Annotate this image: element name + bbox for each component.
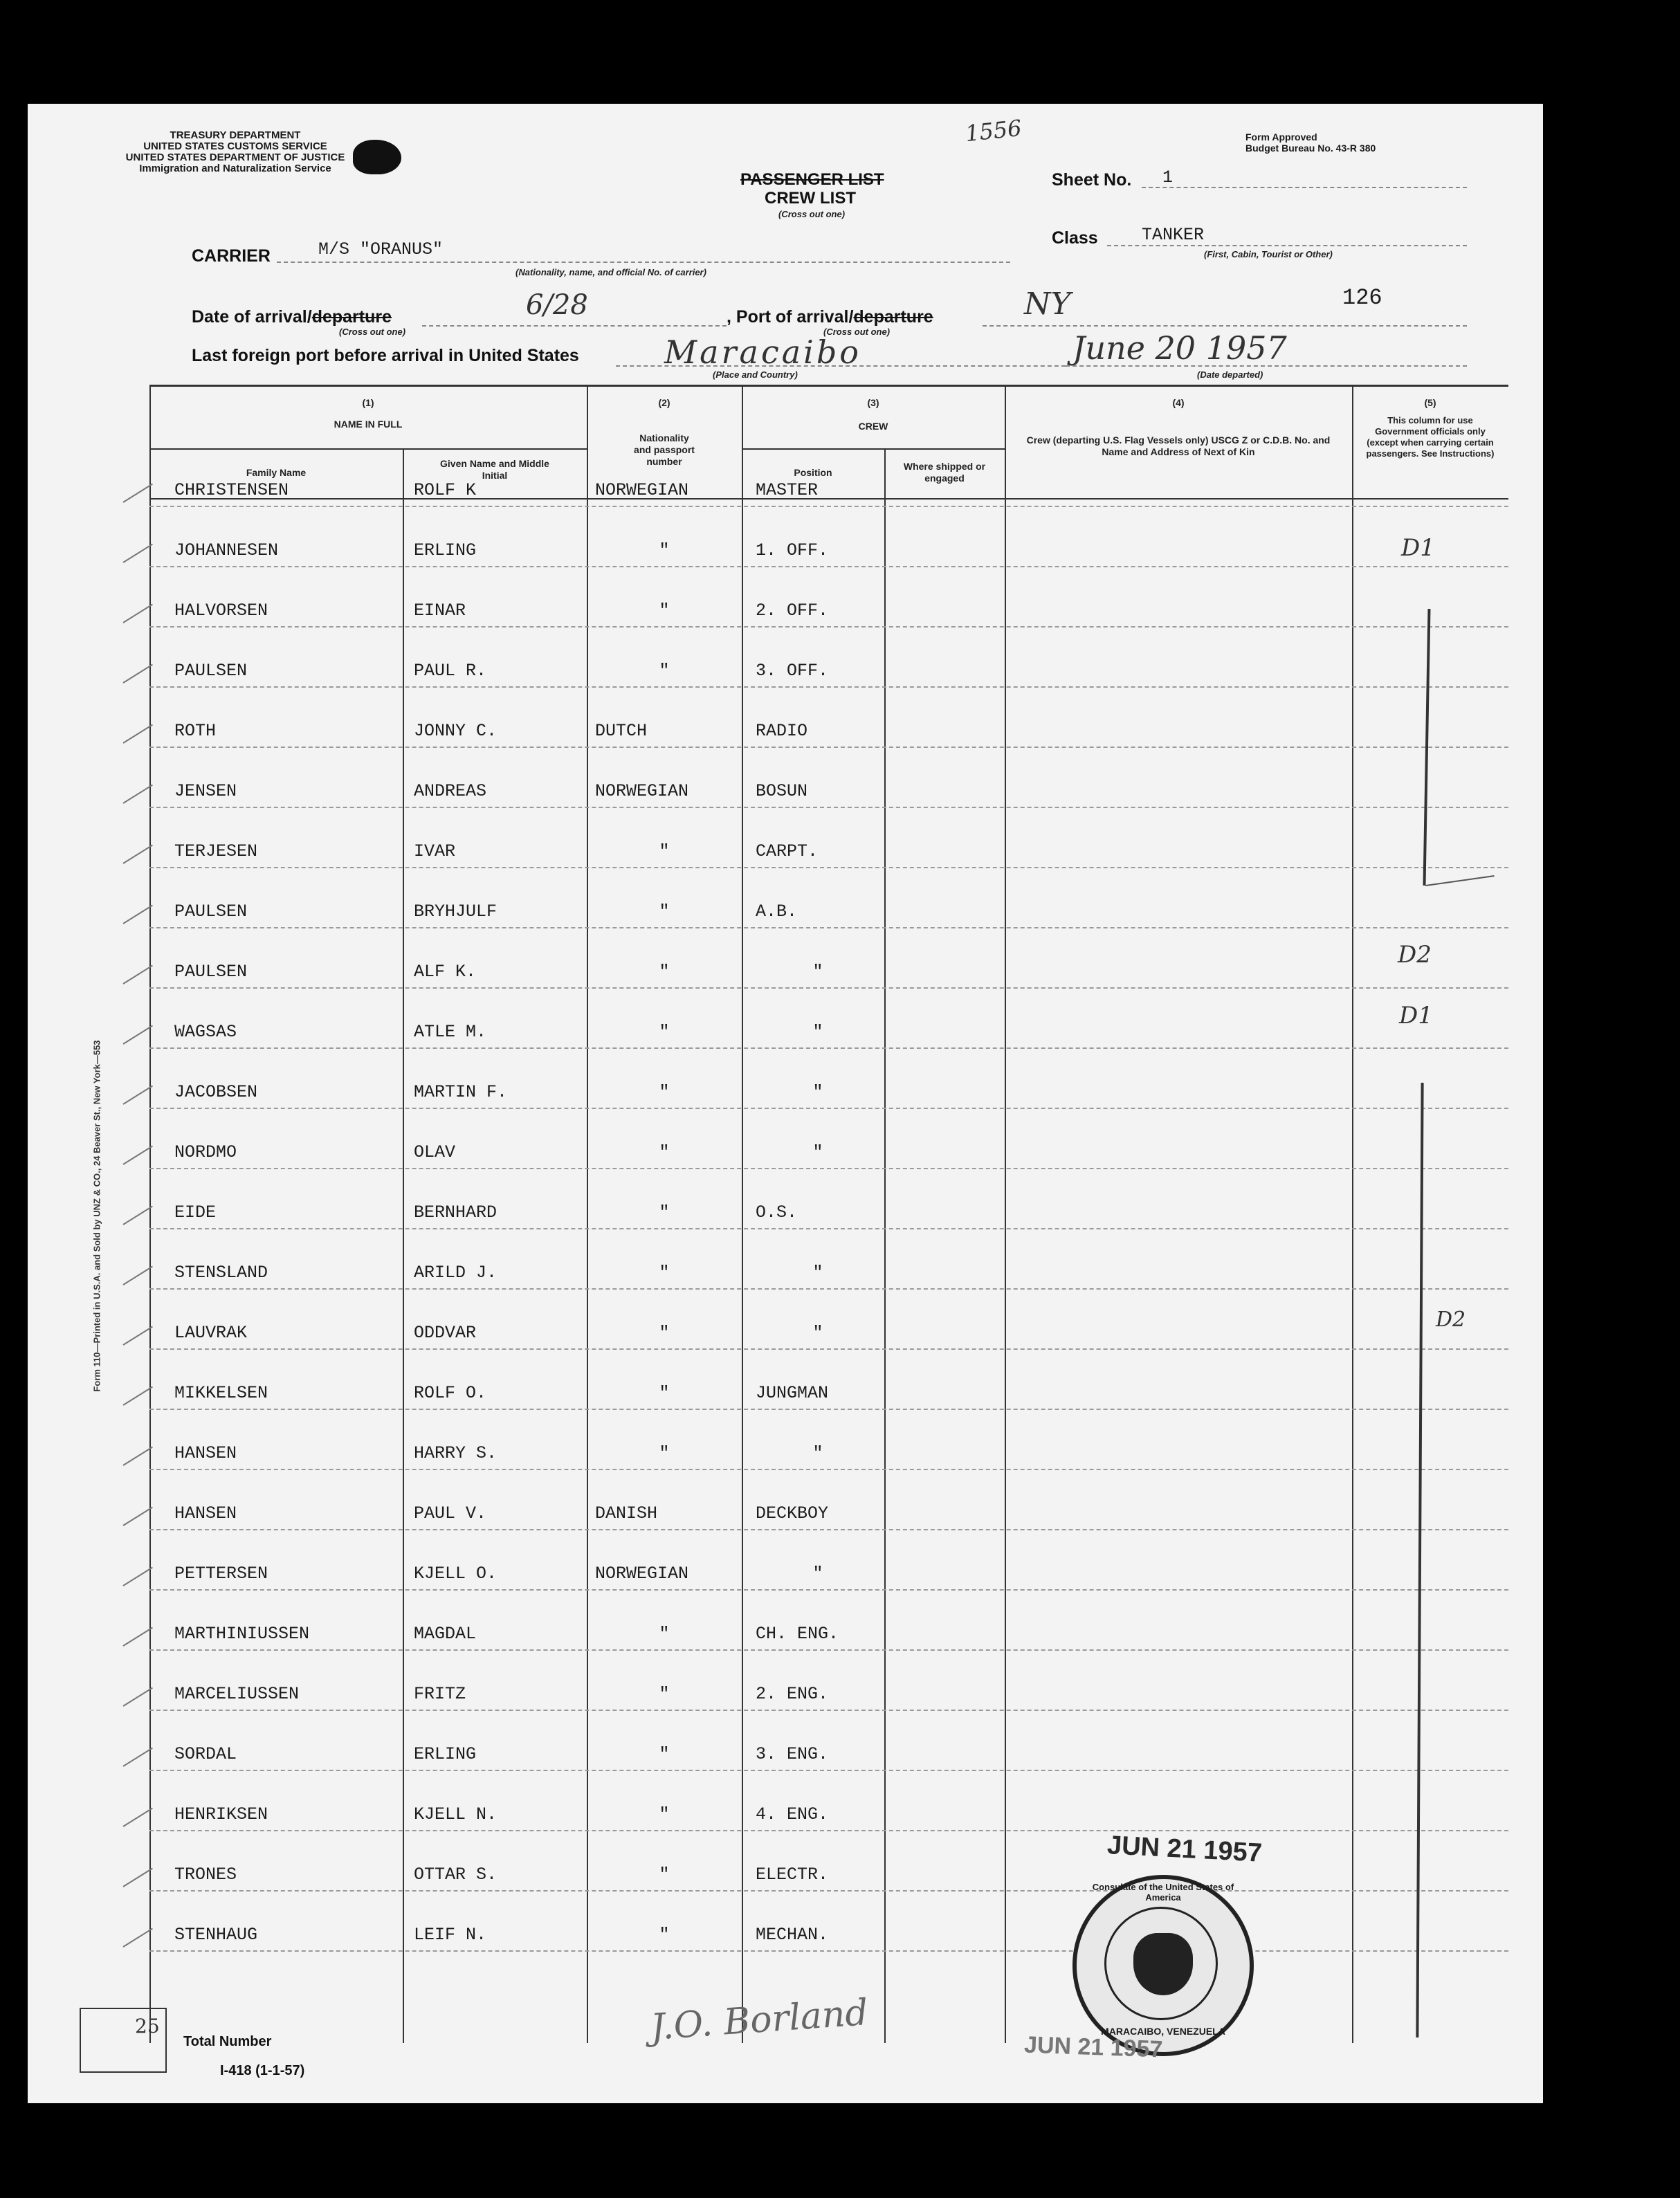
check-mark (122, 1627, 152, 1647)
table-top-rule (149, 385, 1508, 387)
crew-row (28, 1169, 1543, 1229)
nationality: " (659, 1865, 670, 1885)
col3-position-header: Position (794, 467, 832, 478)
date-label (192, 307, 392, 327)
last-port-note: (Place and Country) (713, 369, 798, 380)
crew-row (28, 1591, 1543, 1651)
given-name: KJELL N. (414, 1804, 497, 1824)
family-name: SORDAL (174, 1744, 237, 1764)
position: MECHAN. (756, 1925, 829, 1945)
family-name: EIDE (174, 1202, 217, 1222)
position: " (812, 1022, 823, 1042)
check-mark (122, 845, 152, 864)
date-note: (Cross out one) (339, 327, 406, 337)
check-mark (122, 1808, 152, 1827)
col4-number: (4) (1172, 397, 1185, 408)
nationality: " (659, 1323, 670, 1343)
position: 3. OFF. (756, 661, 829, 681)
title-cross-out-note: (Cross out one) (778, 209, 846, 219)
position: BOSUN (756, 781, 808, 801)
family-name: NORDMO (174, 1142, 237, 1162)
position: 2. OFF. (756, 601, 829, 621)
family-name: HANSEN (174, 1443, 237, 1463)
family-name: PAULSEN (174, 962, 248, 982)
position: CH. ENG. (756, 1624, 839, 1644)
nationality: " (659, 1744, 670, 1764)
page-number: 126 (1342, 285, 1382, 311)
check-mark (122, 785, 152, 804)
class-value: TANKER (1142, 225, 1205, 245)
given-name: ROLF O. (414, 1383, 487, 1403)
position: DECKBOY (756, 1503, 829, 1523)
check-mark (122, 1266, 152, 1285)
position: 1. OFF. (756, 540, 829, 560)
family-name: TRONES (174, 1865, 237, 1885)
crew-row (28, 989, 1543, 1049)
check-mark (122, 1386, 152, 1406)
family-name: TERJESEN (174, 841, 258, 861)
annotation-d2-mid: D2 (1398, 941, 1432, 969)
nationality: NORWEGIAN (595, 781, 689, 801)
date-label-struck: departure (311, 307, 392, 327)
position: 4. ENG. (756, 1804, 829, 1824)
family-name: MARCELIUSSEN (174, 1684, 300, 1704)
given-name: ATLE M. (414, 1022, 487, 1042)
crew-row (28, 1651, 1543, 1711)
agency-line-4: Immigration and Naturalization Service (139, 163, 331, 174)
nationality: " (659, 1142, 670, 1162)
crew-row (28, 1229, 1543, 1290)
check-mark (122, 1868, 152, 1887)
carrier-note: (Nationality, name, and official No. of carrier) (515, 267, 706, 277)
port-arrival-value: NY (1024, 286, 1071, 322)
eagle-icon (1133, 1933, 1193, 1995)
check-mark (122, 604, 152, 623)
nationality: DUTCH (595, 721, 648, 741)
crew-row (28, 1049, 1543, 1109)
family-name: MARTHINIUSSEN (174, 1624, 310, 1644)
agency-line-3: UNITED STATES DEPARTMENT OF JUSTICE (125, 152, 345, 163)
given-name: HARRY S. (414, 1443, 497, 1463)
family-name: WAGSAS (174, 1022, 237, 1042)
port-note: (Cross out one) (823, 327, 891, 337)
side-printer-text: Form 110—Printed in U.S.A. and Sold by UNZ & CO., 24 Beaver St., New York—553 (91, 1040, 102, 1392)
nationality: " (659, 1684, 670, 1704)
col3-title: CREW (858, 421, 888, 432)
check-mark (122, 1567, 152, 1586)
check-mark (122, 1507, 152, 1526)
given-name: ODDVAR (414, 1323, 477, 1343)
annotation-d2-bottom: D2 (1436, 1308, 1466, 1332)
nationality: " (659, 1202, 670, 1222)
nationality: NORWEGIAN (595, 1564, 689, 1584)
check-mark (122, 1687, 152, 1707)
check-mark (122, 965, 152, 984)
given-name: JONNY C. (414, 721, 497, 741)
crew-row (28, 1350, 1543, 1410)
port-label-struck: departure (853, 307, 933, 327)
given-name: ERLING (414, 540, 477, 560)
col4-title: Crew (departing U.S. Flag Vessels only) USCG Z or C.D.B. No. and Name and Address of Next of Kin (1026, 434, 1331, 457)
title-crew-list: CREW LIST (765, 189, 856, 208)
position: " (812, 1443, 823, 1463)
total-box-value: 25 (135, 2015, 160, 2037)
given-name: KJELL O. (414, 1564, 497, 1584)
check-mark (122, 1928, 152, 1948)
budget-bureau: Budget Bureau No. 43-R 380 (1245, 143, 1376, 154)
given-name: ARILD J. (414, 1263, 497, 1283)
class-label: Class (1052, 228, 1098, 248)
crew-row (28, 628, 1543, 688)
crew-row (28, 1771, 1543, 1831)
position: 2. ENG. (756, 1684, 829, 1704)
given-name: IVAR (414, 841, 456, 861)
stamp-number: 1556 (964, 114, 1023, 147)
stamp-date: JUN 21 1957 (1106, 1831, 1263, 1868)
check-mark (122, 1326, 152, 1346)
family-name: ROTH (174, 721, 217, 741)
col1-given-header: Given Name and Middle Initial (440, 458, 549, 481)
nationality: " (659, 1082, 670, 1102)
given-name: MAGDAL (414, 1624, 477, 1644)
sheet-line (1142, 187, 1467, 188)
date-departed-value: June 20 1957 (1072, 329, 1287, 367)
agency-line-1: TREASURY DEPARTMENT (170, 129, 301, 141)
crew-row (28, 1109, 1543, 1169)
check-mark (122, 544, 152, 563)
check-mark (122, 724, 152, 744)
carrier-label: CARRIER (192, 246, 271, 266)
nationality: " (659, 1022, 670, 1042)
crew-row (28, 808, 1543, 868)
given-name: PAUL R. (414, 661, 487, 681)
given-name: EINAR (414, 601, 466, 621)
signature: J.O. Borland (649, 1992, 870, 2049)
date-departed-note: (Date departed) (1197, 369, 1263, 380)
date-departed-line (1066, 365, 1467, 367)
given-name: LEIF N. (414, 1925, 487, 1945)
seal-bottom-text: MARACAIBO, VENEZUELA (1101, 2026, 1225, 2037)
agency-block (76, 130, 394, 174)
position: " (812, 1564, 823, 1584)
port-label (727, 307, 933, 327)
crew-row (28, 1410, 1543, 1470)
seal-top-text: Consulate of the United States of America (1092, 1882, 1234, 1903)
sheet-value: 1 (1162, 167, 1174, 187)
family-name: JACOBSEN (174, 1082, 258, 1102)
carrier-line (277, 262, 1010, 263)
check-mark (122, 1206, 152, 1225)
family-name: STENHAUG (174, 1925, 258, 1945)
col5-number: (5) (1424, 397, 1436, 408)
check-mark (122, 1025, 152, 1045)
crew-row (28, 1470, 1543, 1530)
col3-number: (3) (867, 397, 879, 408)
nationality: " (659, 901, 670, 922)
crew-row (28, 447, 1543, 507)
position: O.S. (756, 1202, 798, 1222)
col5-title: This column for use Government officials only (except when carrying certain passengers. See Instructions) (1366, 415, 1495, 459)
check-mark (122, 905, 152, 924)
row-rule (149, 1950, 1508, 1952)
nationality: " (659, 1925, 670, 1945)
given-name: OLAV (414, 1142, 456, 1162)
position: " (812, 1082, 823, 1102)
ink-blot (353, 140, 401, 174)
family-name: JENSEN (174, 781, 237, 801)
check-mark (122, 1146, 152, 1165)
given-name: MARTIN F. (414, 1082, 508, 1102)
date-arrival-value: 6/28 (526, 289, 588, 321)
consulate-seal (1072, 1875, 1254, 2056)
position: RADIO (756, 721, 808, 741)
col1-family-header: Family Name (246, 467, 307, 478)
class-line (1107, 245, 1467, 246)
nationality: " (659, 1263, 670, 1283)
carrier-value: M/S "ORANUS" (318, 239, 444, 259)
port-line (983, 325, 1467, 327)
crew-row (28, 688, 1543, 748)
form-code: I-418 (1-1-57) (220, 2063, 305, 2078)
nationality: " (659, 1443, 670, 1463)
col2-number: (2) (658, 397, 670, 408)
footer-date-stamp: JUN 21 1957 (1023, 2031, 1163, 2063)
date-label-text: Date of arrival/ (192, 307, 312, 327)
total-number-label: Total Number (183, 2034, 272, 2049)
position: ELECTR. (756, 1865, 829, 1885)
nationality: " (659, 1624, 670, 1644)
position: " (812, 962, 823, 982)
col1-title: NAME IN FULL (334, 419, 403, 430)
nationality: " (659, 962, 670, 982)
port-label-text: , Port of arrival/ (727, 307, 854, 327)
crew-row (28, 1831, 1543, 1892)
last-port-line (616, 365, 1066, 367)
nationality: " (659, 601, 670, 621)
family-name: HANSEN (174, 1503, 237, 1523)
family-name: STENSLAND (174, 1263, 268, 1283)
given-name: FRITZ (414, 1684, 466, 1704)
given-name: BRYHJULF (414, 901, 497, 922)
col2-title: Nationality and passport number (634, 432, 695, 467)
class-note: (First, Cabin, Tourist or Other) (1204, 249, 1333, 259)
form-approved: Form Approved (1245, 131, 1317, 143)
date-line (422, 325, 727, 327)
col1-number: (1) (362, 397, 374, 408)
check-mark (122, 1447, 152, 1466)
family-name: MIKKELSEN (174, 1383, 268, 1403)
given-name: BERNHARD (414, 1202, 497, 1222)
crew-row (28, 928, 1543, 989)
given-name: OTTAR S. (414, 1865, 497, 1885)
position: JUNGMAN (756, 1383, 829, 1403)
crew-row (28, 1530, 1543, 1591)
nationality: DANISH (595, 1503, 658, 1523)
family-name: CHRISTENSEN (174, 480, 289, 500)
nationality: " (659, 841, 670, 861)
position: A.B. (756, 901, 798, 922)
agency-line-2: UNITED STATES CUSTOMS SERVICE (143, 140, 327, 152)
family-name: LAUVRAK (174, 1323, 248, 1343)
position: " (812, 1323, 823, 1343)
document-page (28, 104, 1543, 2103)
family-name: HENRIKSEN (174, 1804, 268, 1824)
position: CARPT. (756, 841, 819, 861)
col3-shipped-header: Where shipped or engaged (903, 461, 986, 484)
position: " (812, 1142, 823, 1162)
annotation-d1-top: D1 (1401, 534, 1435, 562)
nationality: " (659, 1804, 670, 1824)
check-mark (122, 1086, 152, 1105)
crew-row (28, 1711, 1543, 1771)
given-name: ALF K. (414, 962, 477, 982)
check-mark (122, 484, 152, 503)
crew-row (28, 507, 1543, 567)
check-mark (122, 664, 152, 684)
nationality: " (659, 1383, 670, 1403)
nationality: " (659, 661, 670, 681)
position: 3. ENG. (756, 1744, 829, 1764)
last-port-label: Last foreign port before arrival in United States (192, 346, 579, 365)
position: MASTER (756, 480, 819, 500)
annotation-d1-mid: D1 (1399, 1002, 1433, 1029)
given-name: ROLF K (414, 480, 477, 500)
nationality: NORWEGIAN (595, 480, 689, 500)
given-name: ANDREAS (414, 781, 487, 801)
given-name: ERLING (414, 1744, 477, 1764)
family-name: PETTERSEN (174, 1564, 268, 1584)
sheet-label: Sheet No. (1052, 170, 1132, 190)
crew-row (28, 1892, 1543, 1952)
crew-row (28, 1290, 1543, 1350)
family-name: PAULSEN (174, 661, 248, 681)
check-mark (122, 1748, 152, 1767)
crew-row (28, 567, 1543, 628)
family-name: PAULSEN (174, 901, 248, 922)
nationality: " (659, 540, 670, 560)
title-passenger-list: PASSENGER LIST (740, 170, 884, 189)
crew-row (28, 748, 1543, 808)
last-port-value: Maracaibo (664, 333, 861, 371)
crew-row (28, 868, 1543, 928)
family-name: JOHANNESEN (174, 540, 279, 560)
position: " (812, 1263, 823, 1283)
family-name: HALVORSEN (174, 601, 268, 621)
given-name: PAUL V. (414, 1503, 487, 1523)
